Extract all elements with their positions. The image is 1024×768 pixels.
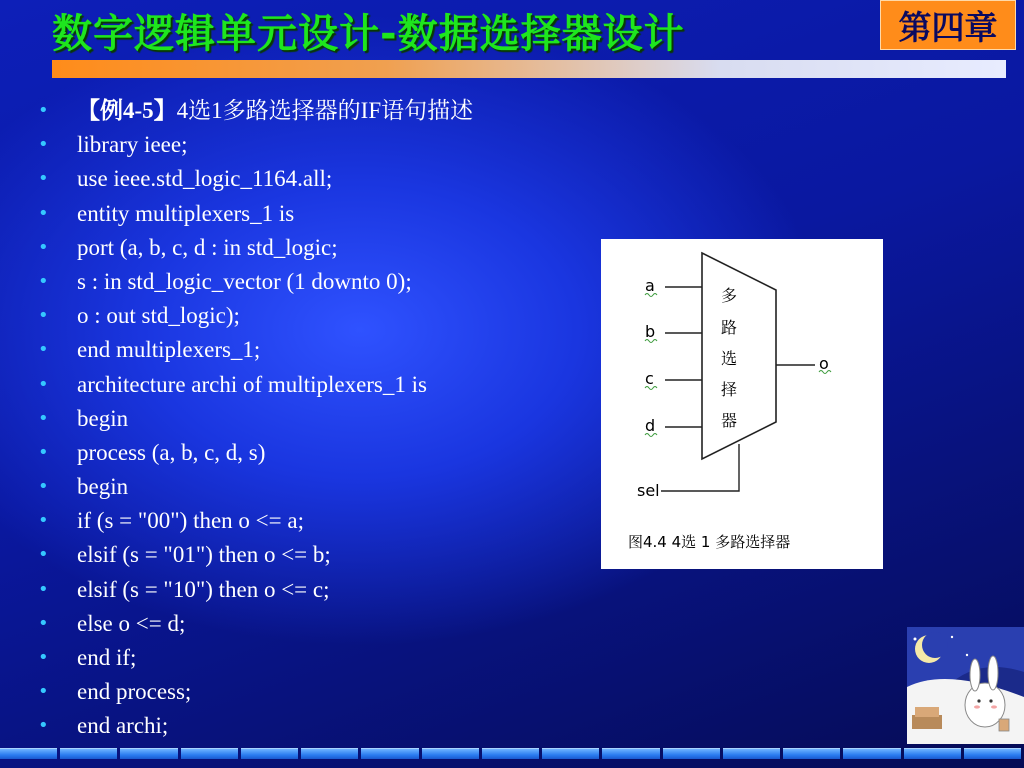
code-line: architecture archi of multiplexers_1 is [77,371,427,397]
code-line: begin [77,405,129,431]
input-label-c: c [645,369,654,388]
list-item [38,470,473,504]
footer-segment [422,748,479,759]
code-line: elsif (s = "01") then o <= b; [77,542,331,568]
input-label-d: d [645,416,656,435]
list-item [38,641,473,675]
mux-diagram-figure [601,239,883,569]
title-underline-bar [52,60,1006,78]
list-item [38,128,473,162]
bullet-icon: • [38,270,49,292]
code-bullet-list [38,94,473,744]
list-item [38,504,473,538]
bullet-icon: • [38,612,49,634]
list-item [38,197,473,231]
code-line: o : out std_logic); [77,303,240,329]
footer-segment [602,748,659,759]
bullet-icon: • [38,476,49,498]
footer-segment [723,748,780,759]
bullet-icon: • [38,168,49,190]
bullet-icon: • [38,134,49,156]
list-item [38,675,473,709]
code-line: s : in std_logic_vector (1 downto 0); [77,268,412,294]
bullet-icon: • [38,236,49,258]
block-char: 多 [721,286,738,305]
bullet-icon: • [38,441,49,463]
bullet-icon: • [38,339,49,361]
example-label: 【例4-5】 [77,98,177,123]
footer-bar [0,748,1024,760]
list-item [38,538,473,572]
code-line: library ieee; [77,132,188,158]
bullet-icon: • [38,407,49,429]
list-item [38,162,473,196]
list-item [38,436,473,470]
footer-segment [663,748,720,759]
input-label-a: a [645,276,655,295]
bullet-icon: • [38,510,49,532]
list-item [38,368,473,402]
list-item [38,231,473,265]
code-line: end process; [77,679,192,705]
mux-block [702,253,776,459]
bullet-icon: • [38,681,49,703]
select-line [661,444,739,491]
list-item [38,607,473,641]
code-line: end if; [77,645,137,670]
list-item [38,299,473,333]
code-line: use ieee.std_logic_1164.all; [77,166,333,192]
figure-caption: 图4.4 4选 1 多路选择器 [628,533,791,551]
bullet-icon: • [38,100,49,121]
slide-title: 数字逻辑单元设计-数据选择器设计 [52,11,685,57]
bullet-icon: • [38,715,49,737]
block-char: 择 [721,380,738,399]
list-item [38,333,473,367]
footer-segment [241,748,298,759]
footer-segment [843,748,900,759]
mux-diagram [601,239,883,569]
code-line: process (a, b, c, d, s) [77,439,266,465]
select-label: sel [637,481,660,500]
footer-segment [783,748,840,759]
list-item [38,709,473,743]
block-char: 路 [721,318,738,337]
footer-segment [181,748,238,759]
code-line: if (s = "00") then o <= a; [77,508,304,534]
footer-segment [120,748,177,759]
footer-segment [361,748,418,759]
block-char: 选 [721,349,738,368]
footer-segment [964,748,1021,759]
code-line: end archi; [77,713,169,739]
chapter-badge: 第四章 [880,0,1016,50]
code-line: entity multiplexers_1 is [77,200,295,226]
list-item [38,265,473,299]
code-line: end multiplexers_1; [77,337,261,363]
bullet-icon: • [38,202,49,224]
rabbit-moon-mascot-icon [907,627,1024,744]
footer-segment [542,748,599,759]
code-line: else o <= d; [77,610,186,636]
footer-segment [0,748,57,759]
code-line: begin [77,474,129,500]
input-label-b: b [645,322,656,341]
list-item [38,402,473,436]
footer-segment [60,748,117,759]
bullet-icon: • [38,647,49,668]
code-line: elsif (s = "10") then o <= c; [77,576,330,602]
bullet-icon: • [38,305,49,327]
list-item [38,94,473,128]
bullet-icon: • [38,544,49,566]
footer-segment [904,748,961,759]
block-char: 器 [721,411,738,430]
footer-segment [482,748,539,759]
bullet-icon: • [38,578,49,600]
bullet-icon: • [38,373,49,395]
code-line: port (a, b, c, d : in std_logic; [77,234,338,260]
list-item [38,573,473,607]
footer-segment [301,748,358,759]
output-label: o [819,354,829,373]
example-description: 4选1多路选择器的IF语句描述 [176,98,474,123]
